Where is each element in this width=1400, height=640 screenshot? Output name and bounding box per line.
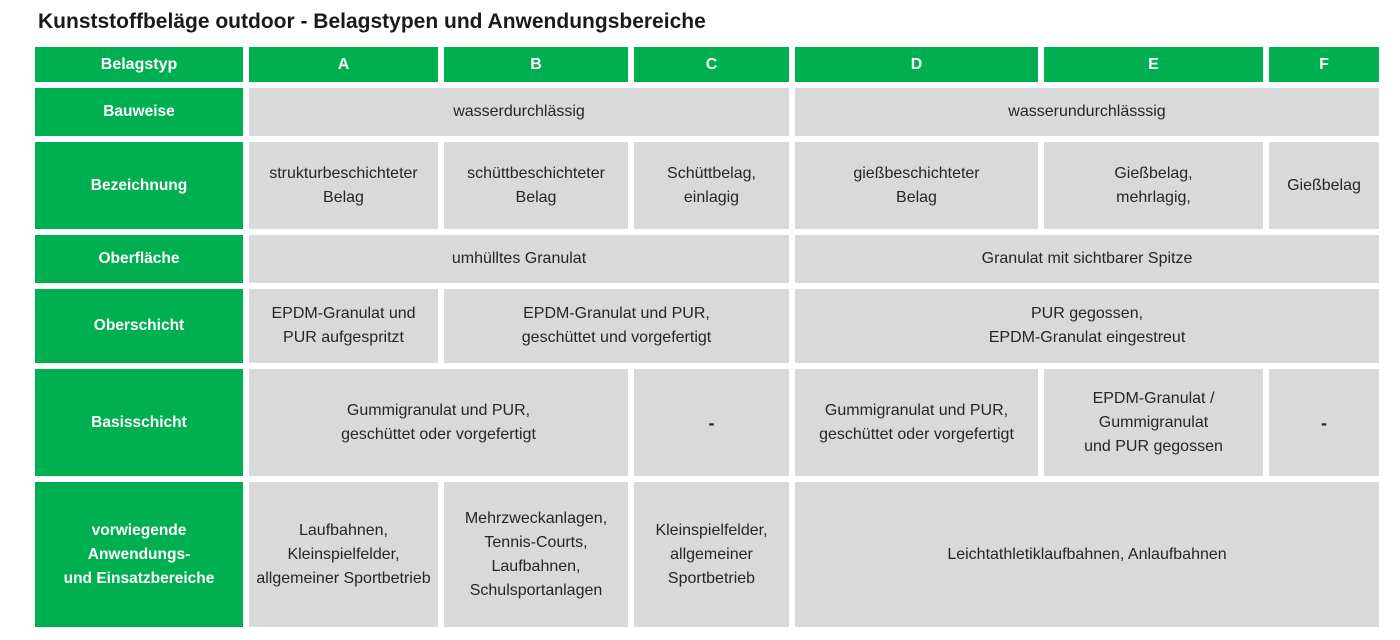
header-type-a: A [249, 47, 438, 82]
header-type-d: D [795, 47, 1038, 82]
cell-basisschicht-f: - [1269, 369, 1379, 476]
header-type-e: E [1044, 47, 1263, 82]
cell-anwendung-a: Laufbahnen, Kleinspielfelder, allgemeiner Sportbetrieb [249, 482, 438, 627]
cell-oberschicht-bc: EPDM-Granulat und PUR, geschüttet und vorgefertigt [444, 289, 789, 363]
cell-oberflaeche-def: Granulat mit sichtbarer Spitze [795, 235, 1379, 283]
row-header-oberflaeche: Oberfläche [35, 235, 243, 283]
cell-basisschicht-ab: Gummigranulat und PUR, geschüttet oder vorgefertigt [249, 369, 628, 476]
cell-bauweise-def: wasserundurchlässsig [795, 88, 1379, 136]
header-type-f: F [1269, 47, 1379, 82]
header-type-c: C [634, 47, 789, 82]
cell-oberflaeche-abc: umhülltes Granulat [249, 235, 789, 283]
cell-bezeichnung-a: strukturbeschichteter Belag [249, 142, 438, 229]
row-header-basisschicht: Basisschicht [35, 369, 243, 476]
cell-bezeichnung-b: schüttbeschichteter Belag [444, 142, 628, 229]
cell-basisschicht-c: - [634, 369, 789, 476]
cell-anwendung-b: Mehrzweckanlagen, Tennis-Courts, Laufbahnen, Schulsportanlagen [444, 482, 628, 627]
cell-bezeichnung-e: Gießbelag, mehrlagig, [1044, 142, 1263, 229]
row-header-bauweise: Bauweise [35, 88, 243, 136]
header-belagstyp: Belagstyp [35, 47, 243, 82]
page-title: Kunststoffbeläge outdoor - Belagstypen und Anwendungsbereiche [38, 10, 706, 33]
row-header-bezeichnung: Bezeichnung [35, 142, 243, 229]
cell-bauweise-abc: wasserdurchlässig [249, 88, 789, 136]
header-type-b: B [444, 47, 628, 82]
cell-basisschicht-e: EPDM-Granulat / Gummigranulat und PUR gegossen [1044, 369, 1263, 476]
cell-bezeichnung-d: gießbeschichteter Belag [795, 142, 1038, 229]
cell-oberschicht-def: PUR gegossen, EPDM-Granulat eingestreut [795, 289, 1379, 363]
cell-basisschicht-d: Gummigranulat und PUR, geschüttet oder vorgefertigt [795, 369, 1038, 476]
belagstypen-table [35, 47, 1365, 621]
row-header-oberschicht: Oberschicht [35, 289, 243, 363]
cell-oberschicht-a: EPDM-Granulat und PUR aufgespritzt [249, 289, 438, 363]
cell-anwendung-def: Leichtathletiklaufbahnen, Anlaufbahnen [795, 482, 1379, 627]
cell-bezeichnung-f: Gießbelag [1269, 142, 1379, 229]
row-header-anwendung: vorwiegende Anwendungs- und Einsatzbereiche [35, 482, 243, 627]
cell-bezeichnung-c: Schüttbelag, einlagig [634, 142, 789, 229]
cell-anwendung-c: Kleinspielfelder, allgemeiner Sportbetrieb [634, 482, 789, 627]
